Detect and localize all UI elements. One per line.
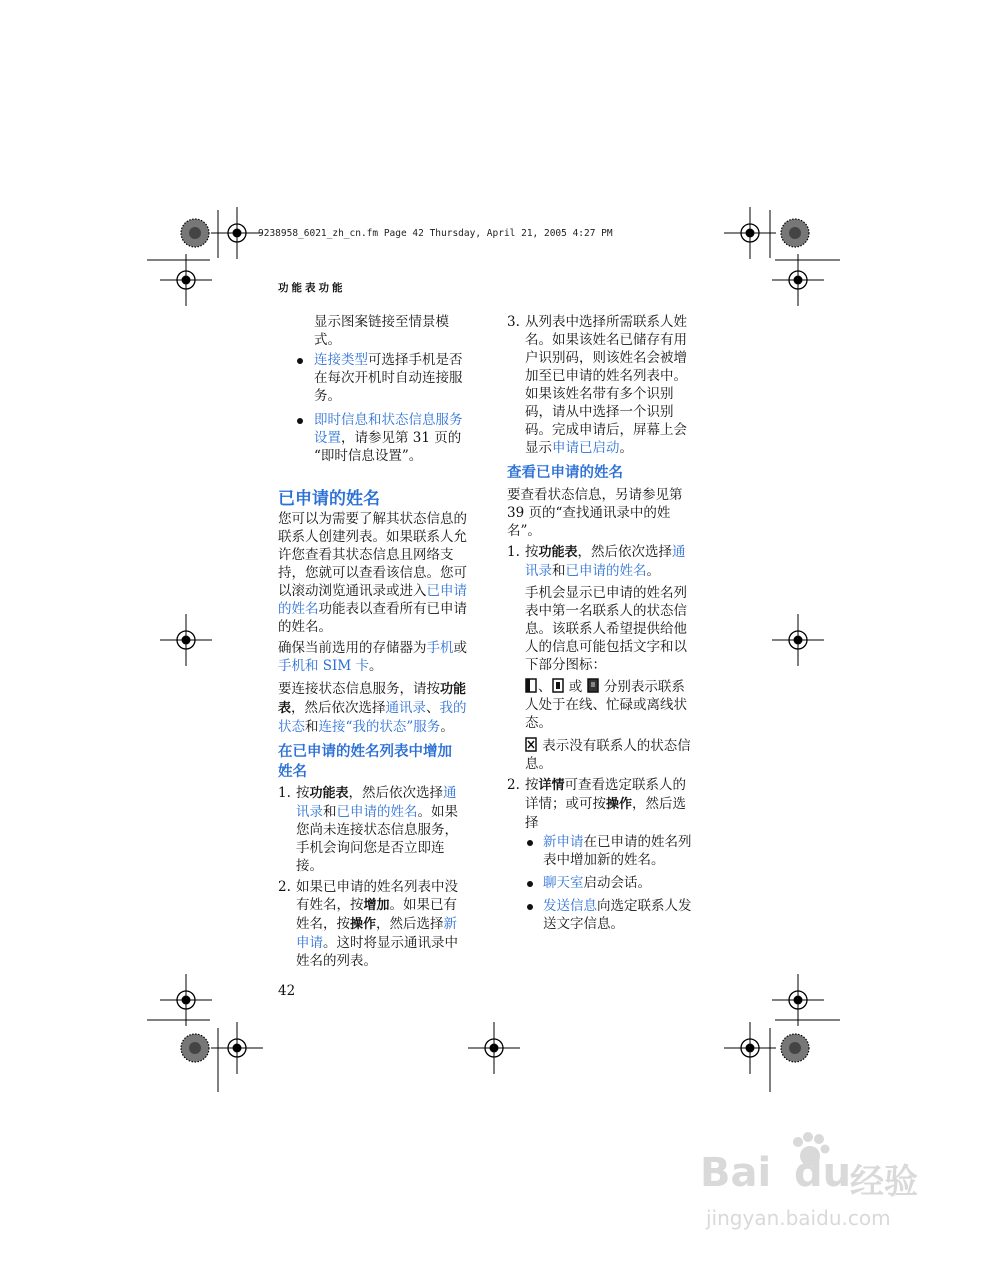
- text-line: 显示图案链接至情景模: [314, 314, 449, 330]
- bullet-dot: [297, 418, 303, 424]
- link-contacts-cont[interactable]: 讯录: [525, 563, 552, 579]
- text-span: 和: [323, 804, 337, 820]
- link-connection-type[interactable]: 连接类型: [314, 352, 368, 368]
- text-span: 姓名，按: [296, 916, 350, 932]
- paragraph-connect: [278, 680, 467, 736]
- text-line: 手机会显示已申请的姓名列: [525, 585, 687, 601]
- link-connect-service[interactable]: 连接“我的状态”服务: [318, 719, 441, 735]
- link-contacts[interactable]: 通讯录: [385, 700, 427, 716]
- text-line: 名”。: [507, 523, 541, 539]
- text-line: 加至已申请的姓名列表中。: [525, 368, 687, 384]
- text-line: 姓名的列表。: [296, 953, 377, 969]
- page-number: 42: [278, 983, 296, 999]
- bullet-dot: [527, 904, 533, 910]
- text-span: 详情；或可按: [525, 796, 606, 812]
- step-number: 1.: [507, 544, 520, 560]
- text-line: 表中增加新的姓名。: [543, 852, 665, 868]
- text-line: 持，您就可以查看该信息。您可: [278, 565, 467, 581]
- text-span: 以滚动浏览通讯录或进入: [278, 583, 427, 599]
- text-line: 在已申请的姓名列表中增加: [278, 744, 452, 760]
- text-line: 手机会询问您是否立即连: [296, 840, 445, 856]
- paragraph-memory: [278, 639, 467, 675]
- text-span: 。这时将显示通讯录中: [323, 935, 458, 951]
- text-line: “即时信息设置”。: [314, 448, 423, 464]
- text-span: 向选定联系人发: [597, 898, 692, 914]
- bullet-chat-room: [543, 874, 651, 892]
- bold-softkey: 操作: [606, 797, 633, 812]
- text-line: 息。: [525, 756, 552, 772]
- link-new-request[interactable]: 新申请: [543, 834, 584, 850]
- bold-menu: 表: [278, 701, 292, 716]
- link-contacts[interactable]: 通: [672, 544, 686, 560]
- step-r2: [525, 776, 686, 832]
- text-span: 分别表示联系: [599, 679, 685, 695]
- step-number: 2.: [278, 879, 291, 895]
- text-span: 。如果已有: [389, 897, 458, 913]
- text-span: ，请参见第 31 页的: [341, 430, 462, 446]
- text-span: 。: [369, 658, 383, 674]
- link-im-presence-service[interactable]: 即时信息和状态信息服务: [314, 412, 463, 428]
- text-span: 可查看选定联系人的: [564, 777, 687, 793]
- section-title-subscribed-names: 已申请的姓名: [278, 489, 380, 509]
- text-span: ，然后依次选择: [577, 544, 673, 560]
- bold-softkey: 操作: [350, 917, 377, 932]
- bullet-dot: [297, 358, 303, 364]
- text-span: 和: [305, 719, 319, 735]
- text-span: 或: [453, 640, 467, 656]
- link-subscribed-names[interactable]: 已申请的姓名: [336, 804, 418, 820]
- text-line: 下部分图标：: [525, 657, 606, 673]
- text-line: 如果已申请的姓名列表中没: [296, 879, 458, 895]
- watermark-brand-cn: 经验: [850, 1162, 918, 1202]
- text-span: 和: [552, 563, 566, 579]
- text-line: 如果该姓名带有多个识别: [525, 386, 674, 402]
- text-line: 要查看状态信息，另请参见第: [507, 487, 683, 503]
- bullet-send-message: [543, 897, 692, 933]
- subsection-title-add-names: [278, 742, 452, 782]
- step-3: [525, 313, 687, 457]
- watermark: [700, 1130, 960, 1230]
- link-send-message[interactable]: 发送信息: [543, 898, 597, 914]
- text-span: 或: [564, 679, 587, 695]
- text-line: 送文字信息。: [543, 916, 624, 932]
- link-contacts-cont[interactable]: 讯录: [296, 804, 323, 820]
- text-line: 人的信息可能包括文字和以: [525, 639, 687, 655]
- step-r1: [525, 543, 686, 580]
- text-span: ，然后依次选择: [291, 700, 386, 716]
- link-subscribed-names[interactable]: 已申请: [426, 583, 467, 599]
- bullet-new-request: [543, 833, 692, 869]
- link-phone-and-sim[interactable]: 手机和 SIM 卡: [278, 658, 369, 674]
- link-subscribed-names-cont[interactable]: 的姓名: [278, 601, 319, 617]
- bold-menu: 功能: [440, 682, 467, 697]
- text-span: 按: [296, 785, 310, 801]
- text-line: 在每次开机时自动连接服: [314, 370, 463, 386]
- text-line: 码，请从中选择一个识别: [525, 404, 674, 420]
- text-line: 许您查看其状态信息且网络支: [278, 547, 454, 563]
- text-line: 您尚未连接状态信息服务，: [296, 822, 458, 838]
- text-line: 码。完成申请后，屏幕上会: [525, 422, 687, 438]
- bullet-dot: [527, 881, 533, 887]
- text-span: 。: [440, 719, 454, 735]
- link-request-started[interactable]: 申请已启动: [552, 440, 620, 456]
- step-number: 1.: [278, 785, 291, 801]
- text-line: 户识别码，则该姓名会被增: [525, 350, 687, 366]
- text-span: 按: [525, 544, 539, 560]
- text-span: 要连接状态信息服务，请按: [278, 681, 440, 697]
- watermark-brand-du: du: [794, 1150, 852, 1196]
- link-new-request-cont[interactable]: 申请: [296, 935, 323, 951]
- text-span: 表示没有联系人的状态信: [538, 738, 691, 754]
- text-line: 39 页的“查找通讯录中的姓: [507, 505, 671, 521]
- text-span: 按: [525, 777, 539, 793]
- text-line: 人处于在线、忙碌或离线状: [525, 697, 687, 713]
- text-line: 从列表中选择所需联系人姓: [525, 314, 687, 330]
- no-status-icon: [525, 737, 538, 752]
- link-my-presence-cont[interactable]: 状态: [278, 719, 305, 735]
- text-line: 您可以为需要了解其状态信息的: [278, 511, 467, 527]
- busy-icon: [552, 678, 565, 693]
- text-span: 。如果: [417, 804, 458, 820]
- link-new-request[interactable]: 新: [443, 916, 458, 932]
- link-my-presence[interactable]: 我的: [439, 700, 467, 716]
- file-info-line: 9238958_6021_zh_cn.fm Page 42 Thursday, April 21, 2005 4:27 PM: [258, 228, 613, 239]
- bullet-im-settings: [314, 411, 463, 465]
- paragraph-intro: [278, 510, 467, 636]
- text-line: 的姓名。: [278, 619, 332, 635]
- text-line: 息。该联系人希望提供给他: [525, 621, 687, 637]
- text-line: 接。: [296, 858, 323, 874]
- text-line: 务。: [314, 388, 341, 404]
- step-1: [296, 784, 458, 875]
- text-span: ，然后选择: [376, 916, 444, 932]
- bullet-dot: [527, 840, 533, 846]
- paragraph-status-display: [525, 584, 687, 674]
- text-span: 启动会话。: [583, 875, 651, 891]
- bullet-connection-type: [314, 351, 463, 405]
- step-number: 3.: [507, 314, 520, 330]
- link-settings[interactable]: 设置: [314, 430, 341, 446]
- text-line: 表中第一名联系人的状态信: [525, 603, 687, 619]
- available-icon: [525, 678, 538, 693]
- text-span: ，然后选: [632, 796, 687, 812]
- text-line: 联系人创建列表。如果联系人允: [278, 529, 467, 545]
- bold-softkey: 增加: [363, 898, 390, 913]
- link-chat-room[interactable]: 聊天室: [543, 875, 584, 891]
- text-span: 在已申请的姓名列: [583, 834, 692, 850]
- offline-icon: [587, 678, 600, 693]
- bold-menu: 功能表: [538, 545, 578, 560]
- text-span: 、: [426, 700, 440, 716]
- text-span: 确保当前选用的存储器为: [278, 640, 427, 656]
- left-continuation: [314, 313, 449, 349]
- running-head: 功能表功能: [278, 282, 346, 294]
- link-phone[interactable]: 手机: [426, 640, 454, 656]
- step-2: [296, 878, 458, 970]
- paragraph-view: [507, 486, 683, 540]
- bold-menu: 功能表: [309, 786, 349, 801]
- text-line: 态。: [525, 715, 552, 731]
- paragraph-no-status-icon: [525, 737, 691, 773]
- link-subscribed-names[interactable]: 已申请的姓名: [565, 563, 647, 579]
- watermark-url: jingyan.baidu.com: [706, 1206, 891, 1230]
- step-number: 2.: [507, 777, 520, 793]
- section-title-view-names: 查看已申请的姓名: [507, 465, 623, 481]
- text-span: 。: [619, 440, 633, 456]
- text-line: 择: [525, 815, 539, 831]
- text-line: 式。: [314, 332, 341, 348]
- text-span: 、: [538, 679, 552, 695]
- text-span: 有姓名，按: [296, 897, 364, 913]
- paragraph-presence-icons: [525, 678, 687, 732]
- text-span: 。: [646, 563, 660, 579]
- text-span: 可选择手机是否: [368, 352, 463, 368]
- text-line: 名。如果该姓名已储存有用: [525, 332, 687, 348]
- bold-softkey: 详情: [538, 778, 565, 793]
- text-span: 显示: [525, 440, 552, 456]
- text-span: ，然后依次选择: [348, 785, 444, 801]
- text-line: 姓名: [278, 764, 307, 780]
- link-contacts[interactable]: 通: [443, 785, 457, 801]
- watermark-brand: Bai: [700, 1150, 772, 1196]
- text-span: 功能表以查看所有已申请: [318, 601, 467, 617]
